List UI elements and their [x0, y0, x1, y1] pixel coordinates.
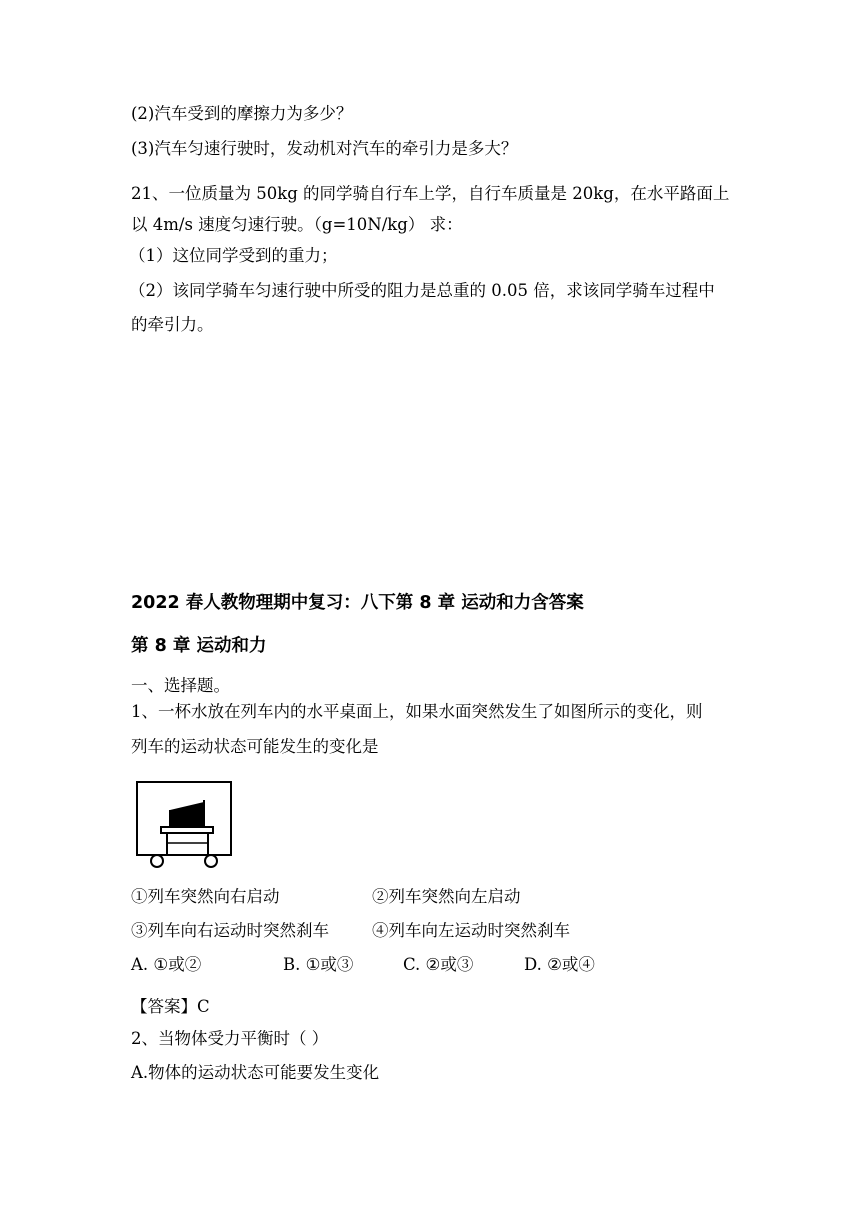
- q21-line1: 21、一位质量为 50kg 的同学骑自行车上学，自行车质量是 20kg，在水平路面上: [131, 184, 730, 203]
- q1-answer: 【答案】C: [131, 997, 210, 1016]
- q21-line2: 以 4m/s 速度匀速行驶。（g=10N/kg） 求：: [131, 215, 463, 234]
- q1-statement-1: ①列车突然向右启动: [131, 887, 280, 906]
- q1-line2: 列车的运动状态可能发生的变化是: [131, 737, 379, 756]
- train-cup-figure: [134, 780, 234, 870]
- q1-option-a: A. ①或②: [131, 955, 202, 974]
- q20-sub3: (3)汽车匀速行驶时，发动机对汽车的牵引力是多大？: [131, 139, 518, 158]
- q1-line1: 1、一杯水放在列车内的水平桌面上，如果水面突然发生了如图所示的变化，则: [131, 702, 703, 721]
- q1-statement-3: ③列车向右运动时突然刹车: [131, 921, 329, 940]
- q21-sub2-line1: （2）该同学骑车匀速行驶中所受的阻力是总重的 0.05 倍，求该同学骑车过程中: [129, 281, 715, 300]
- doc-title: 2022 春人教物理期中复习：八下第 8 章 运动和力含答案: [131, 593, 584, 613]
- q1-option-d: D. ②或④: [524, 955, 595, 974]
- q21-sub2-line2: 的牵引力。: [131, 315, 214, 334]
- q2-stem: 2、当物体受力平衡时（ ）: [131, 1029, 329, 1048]
- q1-statement-4: ④列车向左运动时突然刹车: [372, 921, 570, 940]
- q20-sub2: (2)汽车受到的摩擦力为多少？: [131, 104, 353, 123]
- q21-sub1: （1）这位同学受到的重力；: [129, 246, 338, 265]
- q2-option-a: A.物体的运动状态可能要发生变化: [131, 1063, 380, 1082]
- q1-option-b: B. ①或③: [283, 955, 354, 974]
- chapter-title: 第 8 章 运动和力: [131, 636, 267, 656]
- q1-option-c: C. ②或③: [403, 955, 474, 974]
- q1-statement-2: ②列车突然向左启动: [372, 887, 521, 906]
- section-heading: 一、选择题。: [131, 676, 230, 695]
